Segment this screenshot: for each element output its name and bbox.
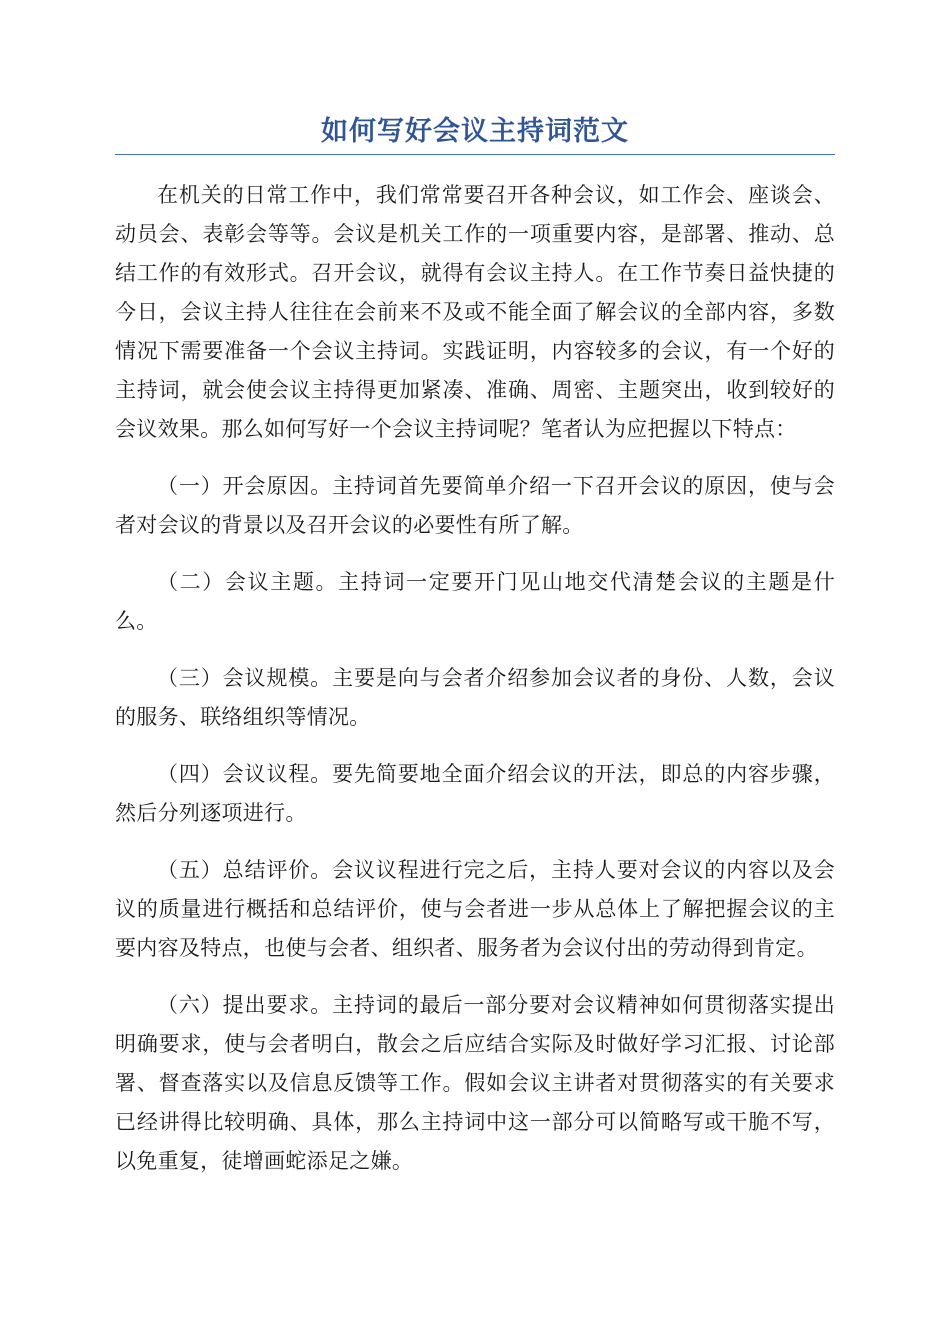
document-page — [115, 112, 835, 1199]
paragraph-point-6: （六）提出要求。主持词的最后一部分要对会议精神如何贯彻落实提出明确要求，使与会者明白，散会之后应结合实际及时做好学习汇报、讨论部署、督查落实以及信息反馈等工作。假如会议主讲者对贯彻落实的有关要求已经讲得比较明确、具体，那么主持词中这一部分可以简略写或干脆不写，以免重复，徒增画蛇添足之嫌。 — [115, 993, 835, 1173]
title-underline — [115, 154, 835, 155]
paragraph-point-3: （三）会议规模。主要是向与会者介绍参加会议者的身份、人数，会议的服务、联络组织等情况。 — [115, 666, 835, 729]
document-title: 如何写好会议主持词范文 — [321, 116, 629, 147]
paragraph-point-4: （四）会议议程。要先简要地全面介绍会议的开法，即总的内容步骤，然后分列逐项进行。 — [115, 762, 835, 825]
paragraph-point-1: （一）开会原因。主持词首先要简单介绍一下召开会议的原因，使与会者对会议的背景以及召开会议的必要性有所了解。 — [115, 474, 835, 537]
paragraph-point-2: （二）会议主题。主持词一定要开门见山地交代清楚会议的主题是什么。 — [115, 570, 835, 633]
paragraph-point-5: （五）总结评价。会议议程进行完之后，主持人要对会议的内容以及会议的质量进行概括和总结评价，使与会者进一步从总体上了解把握会议的主要内容及特点，也使与会者、组织者、服务者为会议付出的劳动得到肯定。 — [115, 858, 835, 960]
paragraph-intro: 在机关的日常工作中，我们常常要召开各种会议，如工作会、座谈会、动员会、表彰会等等。会议是机关工作的一项重要内容，是部署、推动、总结工作的有效形式。召开会议，就得有会议主持人。在工作节奏日益快捷的今日，会议主持人往往在会前来不及或不能全面了解会议的全部内容，多数情况下需要准备一个会议主持词。实践证明，内容较多的会议，有一个好的主持词，就会使会议主持得更加紧凑、准确、周密、主题突出，收到较好的会议效果。那么如何写好一个会议主持词呢？笔者认为应把握以下特点： — [115, 183, 835, 441]
